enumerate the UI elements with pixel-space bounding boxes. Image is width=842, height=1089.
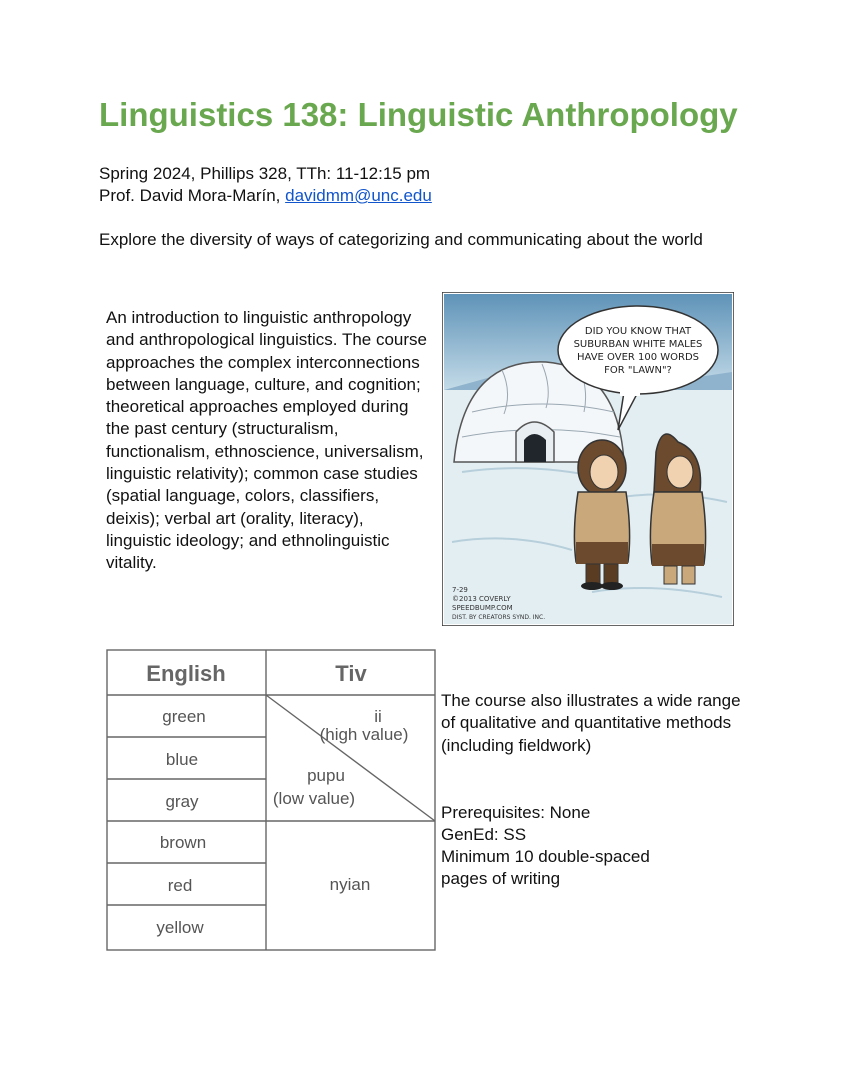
- english-term-red: red: [167, 876, 193, 895]
- intro-paragraph: An introduction to linguistic anthropology and anthropological linguistics. The course approaches the complex interconnections between language, culture, and cognition; theoretical approaches employed during the past century (structuralism, functionalism, ethnoscience, universalism, linguistic relativity); common case studies (spatial language, colors, classifiers, deixis); verbal art (orality, literacy), linguistic ideology; and ethnolinguistic vitality.: [106, 308, 427, 573]
- email-link[interactable]: davidmm@unc.edu: [285, 186, 432, 205]
- english-term-blue: blue: [165, 750, 199, 769]
- prerequisites-line: Prerequisites: None: [441, 803, 591, 822]
- tiv-high-term: ii: [374, 707, 382, 726]
- english-term-gray: gray: [165, 792, 199, 811]
- speech-line-2: SUBURBAN WHITE MALES: [573, 339, 703, 350]
- gened-line: GenEd: SS: [441, 825, 527, 844]
- credit-line-2: ©2013 COVERLY: [452, 595, 511, 603]
- course-tagline: Explore the diversity of ways of categorizing and communicating about the world: [99, 230, 703, 249]
- english-term-brown: brown: [159, 833, 207, 852]
- tiv-low-gloss: (low value): [272, 789, 356, 808]
- credit-line-4: DIST. BY CREATORS SYND. INC.: [452, 614, 546, 621]
- professor-name: Prof. David Mora-Marín,: [99, 186, 281, 205]
- course-info-line: Spring 2024, Phillips 328, TTh: 11-12:15 pm: [99, 164, 431, 183]
- methods-paragraph: The course also illustrates a wide range of qualitative and quantitative methods (including fieldwork): [441, 691, 741, 755]
- tiv-color-table: [106, 649, 436, 951]
- speech-line-3: HAVE OVER 100 WORDS: [576, 352, 700, 363]
- tiv-high-gloss: (high value): [319, 725, 409, 744]
- english-term-yellow: yellow: [156, 918, 204, 937]
- writing-line-2: pages of writing: [441, 869, 561, 888]
- speech-line-4: FOR "LAWN"?: [604, 365, 672, 376]
- speech-line-1: DID YOU KNOW THAT: [584, 326, 692, 337]
- english-term-green: green: [162, 707, 206, 726]
- credit-line-3: SPEEDBUMP.COM: [452, 604, 513, 612]
- professor-line: [99, 185, 432, 206]
- credit-line-1: 7-29: [452, 586, 468, 594]
- igloo-cartoon: [442, 292, 734, 626]
- tiv-warm-term: nyian: [329, 875, 371, 894]
- tiv-low-term: pupu: [307, 766, 345, 785]
- table-header-english: English: [146, 661, 226, 686]
- table-header-tiv: Tiv: [335, 661, 367, 686]
- writing-line-1: Minimum 10 double-spaced: [441, 847, 650, 866]
- page-title: Linguistics 138: Linguistic Anthropology: [99, 96, 738, 133]
